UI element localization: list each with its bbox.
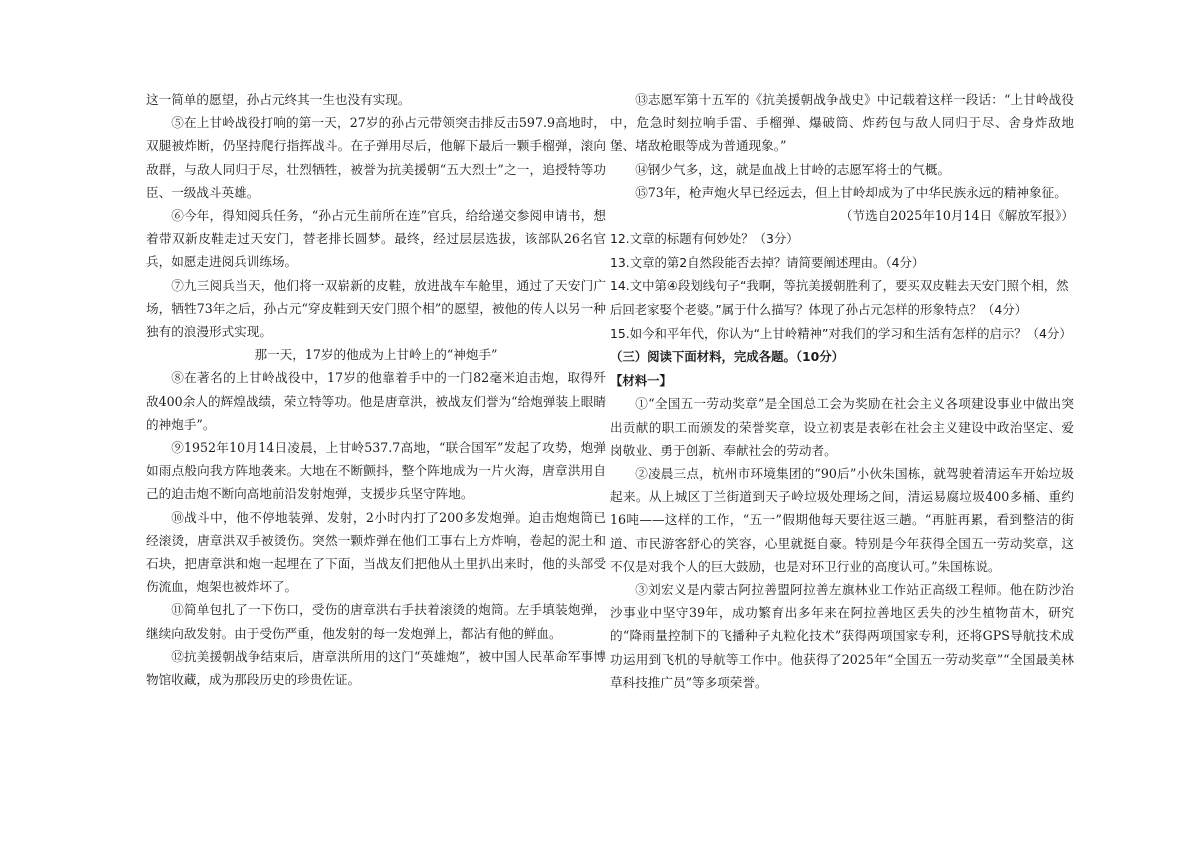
paragraph-5: ⑤在上甘岭战役打响的第一天，27岁的孙占元带领突击排反击597.9高地时，双腿被炸断，仍坚持爬行指挥战斗。在子弹用尽后，他解下最后一颗手榴弹，滚向敌群，与敌人同归于尽，壮烈牺牲，被誉为抗美援朝“五大烈士”之一，追授特等功臣、一级战斗英雄。 — [146, 115, 606, 200]
paragraph-13: ⑬志愿军第十五军的《抗美援朝战争战史》中记载着这样一段话：“上甘岭战役中，危急时刻拉响手雷、手榴弹、爆破筒、炸药包与敌人同归于尽、舍身炸敌地堡、堵敌枪眼等成为普通现象。” — [610, 92, 1074, 154]
paragraph-6: ⑥今年，得知阅兵任务，“孙占元生前所在连”官兵，给给递交参阅申请书，想着带双新皮鞋走过天安门，替老排长圆梦。最终，经过层层选拔，该部队26名官兵，如愿走进阅兵训练场。 — [146, 208, 606, 270]
source-citation: （节选自2025年10月14日《解放军报》） — [839, 208, 1074, 224]
paragraph-11: ⑪简单包扎了一下伤口，受伤的唐章洪右手扶着滚烫的炮筒。左手填装炮弹，继续向敌发射。由于受伤严重，他发射的每一发炮弹上，都沾有他的鲜血。 — [146, 602, 606, 641]
paragraph-12: ⑫抗美援朝战争结束后，唐章洪所用的这门“英雄炮”，被中国人民革命军事博物馆收藏，成为那段历史的珍贵佐证。 — [146, 648, 606, 688]
paragraph-10: ⑩战斗中，他不停地装弹、发射，2小时内打了200多发炮弹。迫击炮炮筒已经滚烫，唐章洪双手被烫伤。突然一颗炸弹在他们工事右上方炸响，卷起的泥土和石块，把唐章洪和炮一起埋在了下面，当战友们把他从土里扒出来时，他的头部受伤流血，炮架也被炸坏了。 — [146, 509, 606, 595]
material-paragraph-2: ②凌晨三点，杭州市环境集团的“90后”小伙朱国栋，就驾驶着清运车开始垃圾起来。从上城区丁兰街道到天子岭垃圾处理场之间，清运易腐垃圾400多桶、重约16吨——这样的工作，“五一”假期他每天要往返三趟。“再脏再累，看到整洁的街道、市民游客舒心的笑容，心里就挺自豪。特别是今年获得全国五一劳动奖章，这不仅是对我个人的巨大鼓励，也是对环卫行业的高度认可。”朱国栋说。 — [610, 465, 1074, 574]
material-1-label: 【材料一】 — [610, 372, 672, 388]
paragraph-8: ⑧在著名的上甘岭战役中，17岁的他靠着手中的一门82毫米迫击炮，取得歼敌400余人的辉煌战绩，荣立特等功。他是唐章洪，被战友们誉为“给炮弹装上眼睛的神炮手”。 — [146, 370, 606, 432]
paragraph-intro: 这一简单的愿望，孙占元终其一生也没有实现。 — [146, 92, 411, 107]
section-3-title: （三）阅读下面材料，完成各题。（10分） — [610, 349, 845, 365]
paragraph-15: ⑮73年，枪声炮火早已经远去，但上甘岭却成为了中华民族永远的精神象征。 — [635, 184, 1067, 200]
right-column — [610, 88, 1074, 694]
paragraph-9: ⑨1952年10月14日凌晨，上甘岭537.7高地，“联合国军”发起了攻势，炮弹如雨点般向我方阵地袭来。大地在不断颤抖，整个阵地成为一片火海，唐章洪用自己的迫击炮不断向高地前沿发射炮弹，支援步兵坚守阵地。 — [146, 440, 606, 502]
question-13: 13.文章的第2自然段能否去掉？请简要阐述理由。（4分） — [610, 254, 925, 270]
question-14: 14.文中第④段划线句子“我啊，等抗美援朝胜利了，要买双皮鞋去天安门照个相，然后回老家娶个老婆。”属于什么描写？体现了孙占元怎样的形象特点？（4分） — [610, 278, 1069, 317]
material-paragraph-3: ③刘宏义是内蒙古阿拉善盟阿拉善左旗林业工作站正高级工程师。他在防沙治沙事业中坚守39年，成功繁育出多年来在阿拉善地区丢失的沙生植物苗木，研究的“降雨量控制下的飞播种子丸粒化技术”获得两项国家专利，还将GPS导航技术成功运用到飞机的导航等工作中。他获得了2025年“全国五一劳动奖章”“全国最美林草科技推广员”等多项荣誉。 — [610, 582, 1074, 690]
material-paragraph-1: ①“全国五一劳动奖章”是全国总工会为奖励在社会主义各项建设事业中做出突出贡献的职工而颁发的荣誉奖章，设立初衷是表彰在社会主义建设中政治坚定、爱岗敬业、勇于创新、奉献社会的劳动者。 — [610, 396, 1074, 458]
paragraph-14: ⑭钢少气多，这，就是血战上甘岭的志愿军将士的气概。 — [635, 161, 951, 177]
paragraph-7: ⑦九三阅兵当天，他们将一双崭新的皮鞋，放进战车车舱里，通过了天安门广场，牺牲73年之后，孙占元“穿皮鞋到天安门照个相”的愿望，被他的传人以另一种独有的浪漫形式实现。 — [146, 277, 606, 340]
question-12: 12.文章的标题有何妙处？（3分） — [610, 231, 799, 247]
question-15: 15.如今和平年代，你认为“上甘岭精神”对我们的学习和生活有怎样的启示？（4分） — [610, 325, 1072, 341]
left-column — [146, 88, 606, 691]
section-heading: 那一天，17岁的他成为上甘岭上的“神炮手” — [254, 347, 498, 363]
